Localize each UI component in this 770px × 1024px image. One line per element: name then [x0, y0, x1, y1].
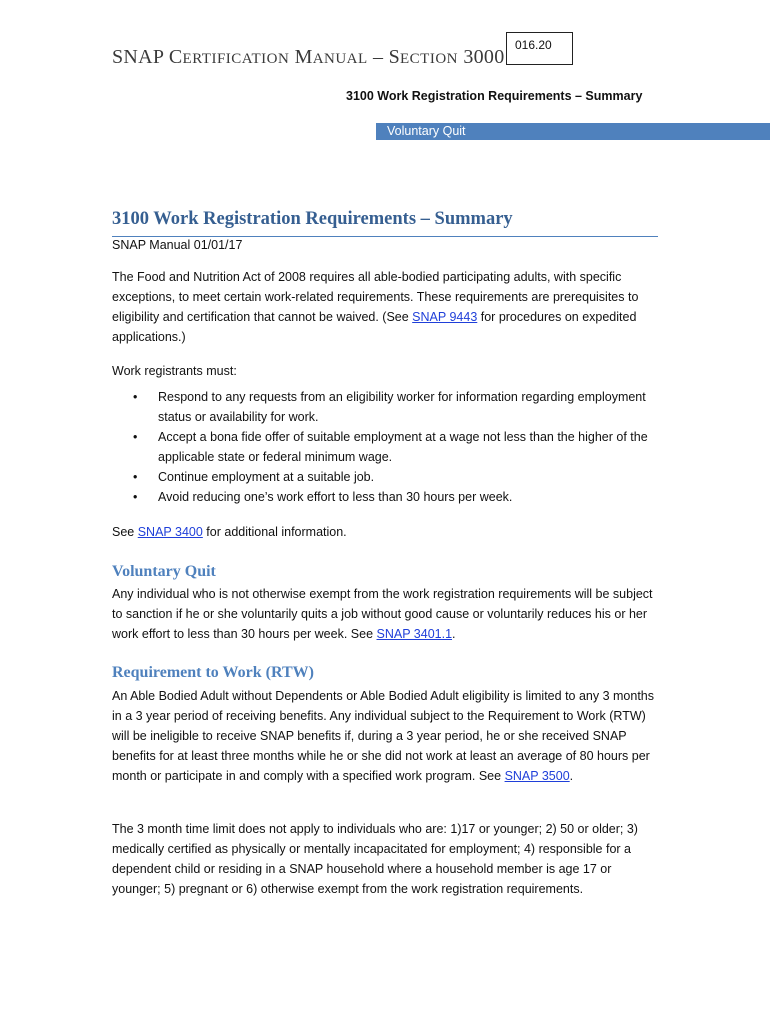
- version-number-box: 016.20: [506, 32, 573, 65]
- nav-label: Voluntary Quit: [387, 124, 466, 138]
- snap-3500-link[interactable]: SNAP 3500: [504, 769, 570, 783]
- list-item: [112, 467, 660, 487]
- list-item: [112, 487, 660, 507]
- intro-text-end: for procedures on expedited applications.): [112, 310, 637, 344]
- see-text-end: for additional information.: [202, 525, 347, 539]
- intro-paragraph: [112, 267, 660, 347]
- title-part: SNAP C: [112, 46, 183, 68]
- manual-header-title: [112, 46, 505, 69]
- rtw-text: An Able Bodied Adult without Dependents or Able Bodied Adult eligibility is limited to any 3 months in a 3 year period of receiving benefits. Any individual subject to the Requirement to Work (RTW) will be ineligible to receive SNAP benefits if, during a 3 year period, he or she received SNAP benefits for at least three months while he or she did not work at least an average of 80 hours per month or participate in and comply with a specified work program. See: [112, 689, 655, 783]
- title-part: ERTIFICATION: [182, 51, 290, 67]
- title-part: 3000: [458, 46, 505, 68]
- page-title: 3100 Work Registration Requirements – Summary: [112, 209, 513, 229]
- title-part: ANUAL: [312, 51, 368, 67]
- bullet-icon: •: [133, 470, 138, 484]
- list-item: [112, 387, 660, 427]
- snap-3401-1-link[interactable]: SNAP 3401.1: [376, 627, 453, 641]
- see-3400-paragraph: [112, 522, 660, 542]
- snap-9443-link[interactable]: SNAP 9443: [412, 310, 478, 324]
- section-nav-bar: [376, 123, 770, 140]
- manual-date: SNAP Manual 01/01/17: [112, 238, 243, 252]
- bullet-icon: •: [133, 430, 138, 444]
- list-item: [112, 427, 660, 467]
- title-part: – S: [367, 46, 401, 68]
- rtw-text-end: .: [569, 769, 574, 783]
- voluntary-quit-text: Any individual who is not otherwise exempt from the work registration requirements will be subject to sanction if he or she voluntarily quits a job without good cause or voluntarily reduces his or her work effort to less than 30 hours per week. See: [112, 587, 653, 641]
- bullet-icon: •: [133, 390, 138, 404]
- voluntary-quit-paragraph: [112, 584, 660, 644]
- time-limit-paragraph: The 3 month time limit does not apply to individuals who are: 1)17 or younger; 2) 50 or older; 3) medically certified as physically or mentally incapacitated for employment; 4) responsible for a dependent child or residing in a SNAP household where a household member is age 17 or younger; 5) pregnant or 6) otherwise exempt from the work registration requirements.: [112, 822, 638, 896]
- list-item-text: Accept a bona fide offer of suitable employment at a wage not less than the higher of the applicable state or federal minimum wage.: [158, 430, 648, 464]
- intro-text: The Food and Nutrition Act of 2008 requires all able-bodied participating adults, with specific exceptions, to meet certain work-related requirements. These requirements are prerequisites to eligibility and certification that cannot be waived. (See: [112, 270, 639, 324]
- list-item-text: Respond to any requests from an eligibility worker for information regarding employment status or availability for work.: [158, 390, 646, 424]
- title-divider: [112, 236, 658, 237]
- requirement-to-work-paragraph: [112, 686, 660, 786]
- bullet-icon: •: [133, 490, 138, 504]
- header-subtitle: 3100 Work Registration Requirements – Summary: [346, 89, 643, 103]
- see-text: See: [112, 525, 138, 539]
- snap-3400-link[interactable]: SNAP 3400: [137, 525, 203, 539]
- title-part: M: [289, 46, 313, 68]
- voluntary-quit-heading: Voluntary Quit: [112, 563, 216, 580]
- requirements-list: [112, 387, 660, 507]
- list-item-text: Avoid reducing one’s work effort to less than 30 hours per week.: [158, 490, 513, 504]
- work-registrants-heading: Work registrants must:: [112, 364, 237, 378]
- voluntary-quit-text-end: .: [452, 627, 456, 641]
- requirement-to-work-heading: Requirement to Work (RTW): [112, 664, 314, 681]
- title-part: ECTION: [400, 51, 459, 67]
- list-item-text: Continue employment at a suitable job.: [158, 470, 375, 484]
